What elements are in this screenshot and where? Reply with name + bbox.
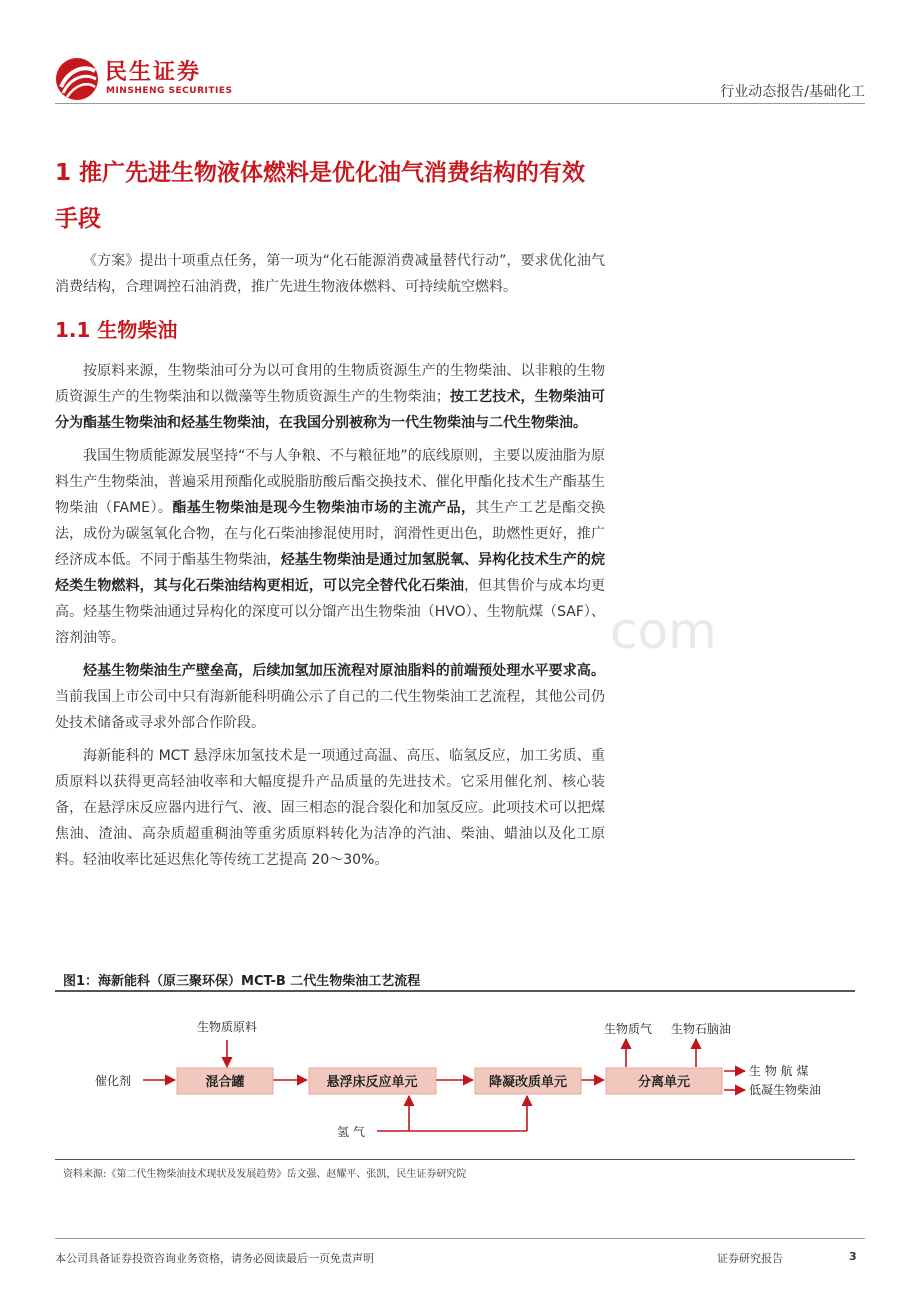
condense-label: 降凝改质单元 [488,1075,568,1090]
section-1-1-heading: 1.1 生物柴油 [55,318,178,342]
hydrogen-label: 氢 气 [337,1125,365,1139]
paragraph-4: 海新能科的 MCT 悬浮床加氢技术是一项通过高温、高压、临氢反应，加工劣质、重质原料以获得更高轻油收率和大幅度提升产品质量的先进技术。它采用催化剂、核心装备，在悬浮床反应器内进行气、液、固三相态的混合裂化和加氢反应。此项技术可以把煤焦油、渣油、高杂质超重稠油等重劣质原料转化为洁净的汽油、柴油、蜡油以及化工原料。轻油收率比延迟焦化等传统工艺提高 20～30%。 [55,748,605,868]
paragraph-3-text: 当前我国上市公司中只有海新能科明确公示了自己的二代生物柴油工艺流程，其他公司仍处技术储备或寻求外部合作阶段。 [55,689,605,731]
page-header [55,55,865,105]
naphtha-label: 生物石脑油 [670,1022,732,1036]
report-type: 行业动态报告/基础化工 [720,84,865,100]
paragraph-2-text-c: 其生产工艺是酯交换法，成份为碳氢氧化合物，在与化石柴油掺混使用时，润滑性更出色，助燃性更好，推广经济成本低。不同于酯基生物柴油， [55,500,605,568]
paragraph-2-bold-d: 烃基生物柴油是通过加氢脱氧、异构化技术生产的烷烃类生物燃料，其与化石柴油结构更相近，可以完全替代化石柴油 [55,552,606,594]
paragraph-2 [55,443,605,651]
figure-top-divider [55,990,855,992]
paragraph-1 [55,358,605,436]
mix-tank-label: 混合罐 [205,1075,245,1090]
logo-chinese-name: 民生证券 [105,60,202,85]
paragraph-2-bold-b: 酯基生物柴油是现今生物柴油市场的主流产品， [172,500,476,516]
minsheng-logo-icon [55,57,99,101]
process-flow-diagram [55,995,855,1155]
figure-source: 资料来源:《第二代生物柴油技术现状及发展趋势》岳文强、赵耀平、张凯，民生证券研究院 [63,1169,467,1180]
footer-divider [55,1238,865,1239]
catalyst-label: 催化剂 [95,1074,132,1088]
biomass-label: 生物质原料 [196,1020,258,1034]
separate-label: 分离单元 [637,1075,691,1090]
jet-fuel-label: 生 物 航 煤 [749,1064,809,1078]
biogas-label: 生物质气 [603,1022,653,1036]
watermark: com [610,602,717,660]
footer-disclaimer: 本公司具备证券投资咨询业务资格，请务必阅读最后一页免责声明 [55,1252,374,1265]
reactor-label: 悬浮床反应单元 [326,1075,418,1090]
section-1-heading: 1 推广先进生物液体燃料是优化油气消费结构的有效手段 [55,160,586,232]
footer-report-label: 证券研究报告 [717,1252,783,1265]
figure-title: 图1：海新能科（原三聚环保）MCT-B 二代生物柴油工艺流程 [63,974,421,989]
paragraph-3 [55,658,605,736]
logo-english-name: MINSHENG SECURITIES [106,86,233,96]
section-1-intro: 《方案》提出十项重点任务，第一项为“化石能源消费减量替代行动”，要求优化油气消费结构，合理调控石油消费，推广先进生物液体燃料、可持续航空燃料。 [55,253,605,295]
main-content [55,150,605,880]
diesel-label: 低凝生物柴油 [749,1083,822,1097]
figure-bottom-divider [55,1159,855,1160]
paragraph-1-text: 按原料来源，生物柴油可分为以可食用的生物质资源生产的生物柴油、以非粮的生物质资源生产的生物柴油和以微藻等生物质资源生产的生物柴油； [55,363,605,405]
paragraph-2-text-a: 我国生物质能源发展坚持“不与人争粮、不与粮征地”的底线原则，主要以废油脂为原料生产生物柴油，普遍采用预酯化或脱脂肪酸后酯交换技术、催化甲酯化技术生产酯基生物柴油（FAME）。 [55,448,605,516]
paragraph-1-bold: 按工艺技术，生物柴油可分为酯基生物柴油和烃基生物柴油，在我国分别被称为一代生物柴油与二代生物柴油。 [55,389,606,431]
company-logo [55,55,265,101]
paragraph-3-bold: 烃基生物柴油生产壁垒高，后续加氢加压流程对原油脂料的前端预处理水平要求高。 [83,663,605,679]
paragraph-2-text-e: ，但其售价与成本均更高。烃基生物柴油通过异构化的深度可以分馏产出生物柴油（HVO）、生物航煤（SAF）、溶剂油等。 [55,578,606,646]
page-number: 3 [849,1250,857,1263]
header-divider [55,103,865,104]
